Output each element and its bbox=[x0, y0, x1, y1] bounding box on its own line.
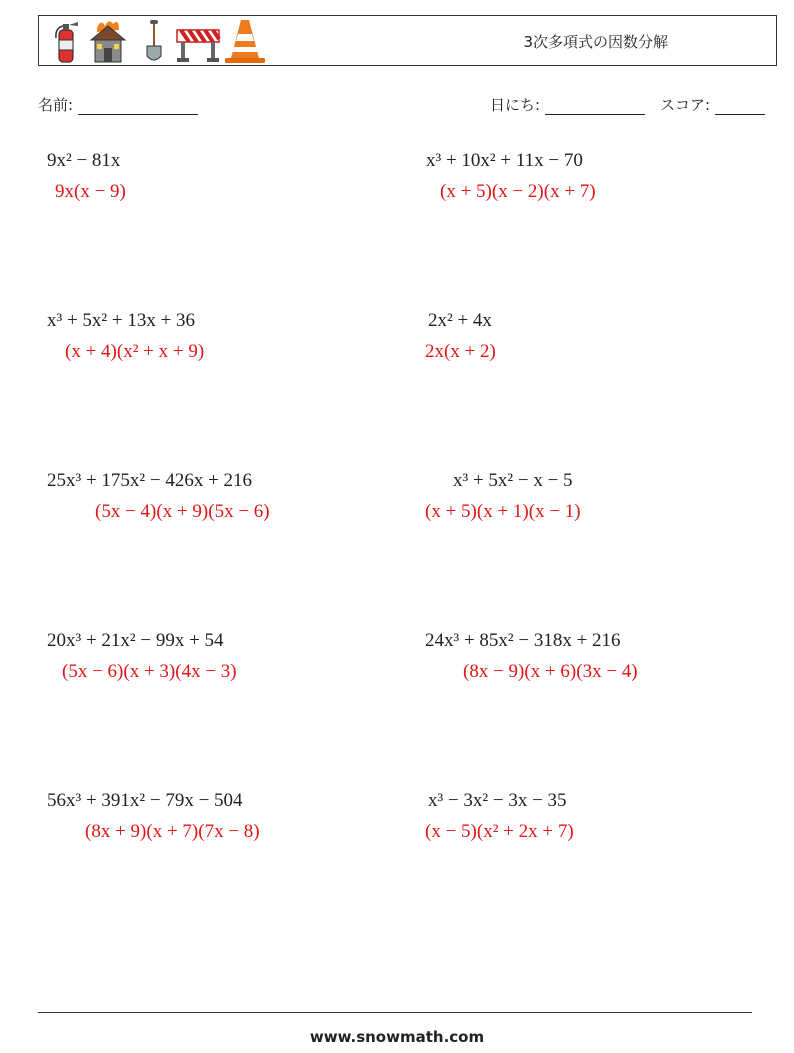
name-field bbox=[38, 94, 198, 115]
answer-3: (x + 4)(x² + x + 9) bbox=[65, 341, 205, 362]
answer-10: (x − 5)(x² + 2x + 7) bbox=[425, 821, 574, 842]
footer-divider bbox=[38, 1012, 752, 1013]
problem-5: 25x³ + 175x² − 426x + 216 bbox=[47, 470, 253, 491]
name-blank bbox=[78, 99, 198, 115]
name-label: 名前: bbox=[38, 96, 74, 114]
answer-7: (5x − 6)(x + 3)(4x − 3) bbox=[62, 661, 237, 682]
worksheet-title: 3次多項式の因数分解 bbox=[523, 33, 668, 51]
score-field bbox=[660, 94, 765, 115]
worksheet-header bbox=[38, 15, 777, 66]
problem-6: x³ + 5x² − x − 5 bbox=[453, 470, 573, 491]
answer-1: 9x(x − 9) bbox=[55, 181, 126, 202]
answer-9: (8x + 9)(x + 7)(7x − 8) bbox=[85, 821, 260, 842]
problem-7: 20x³ + 21x² − 99x + 54 bbox=[47, 630, 224, 651]
problem-8: 24x³ + 85x² − 318x + 216 bbox=[425, 630, 621, 651]
answer-6: (x + 5)(x + 1)(x − 1) bbox=[425, 501, 581, 522]
problem-2: x³ + 10x² + 11x − 70 bbox=[426, 150, 583, 171]
date-label: 日にち: bbox=[490, 96, 541, 114]
date-field bbox=[490, 94, 645, 115]
problem-9: 56x³ + 391x² − 79x − 504 bbox=[47, 790, 243, 811]
score-label: スコア: bbox=[660, 96, 711, 114]
answer-5: (5x − 4)(x + 9)(5x − 6) bbox=[95, 501, 270, 522]
answer-4: 2x(x + 2) bbox=[425, 341, 496, 362]
problem-4: 2x² + 4x bbox=[428, 310, 492, 331]
problem-1: 9x² − 81x bbox=[47, 150, 121, 171]
answer-8: (8x − 9)(x + 6)(3x − 4) bbox=[463, 661, 638, 682]
score-blank bbox=[715, 99, 765, 115]
answer-2: (x + 5)(x − 2)(x + 7) bbox=[440, 181, 596, 202]
problem-3: x³ + 5x² + 13x + 36 bbox=[47, 310, 196, 331]
footer-url: www.snowmath.com bbox=[309, 1028, 485, 1046]
date-blank bbox=[545, 99, 645, 115]
problem-10: x³ − 3x² − 3x − 35 bbox=[428, 790, 567, 811]
